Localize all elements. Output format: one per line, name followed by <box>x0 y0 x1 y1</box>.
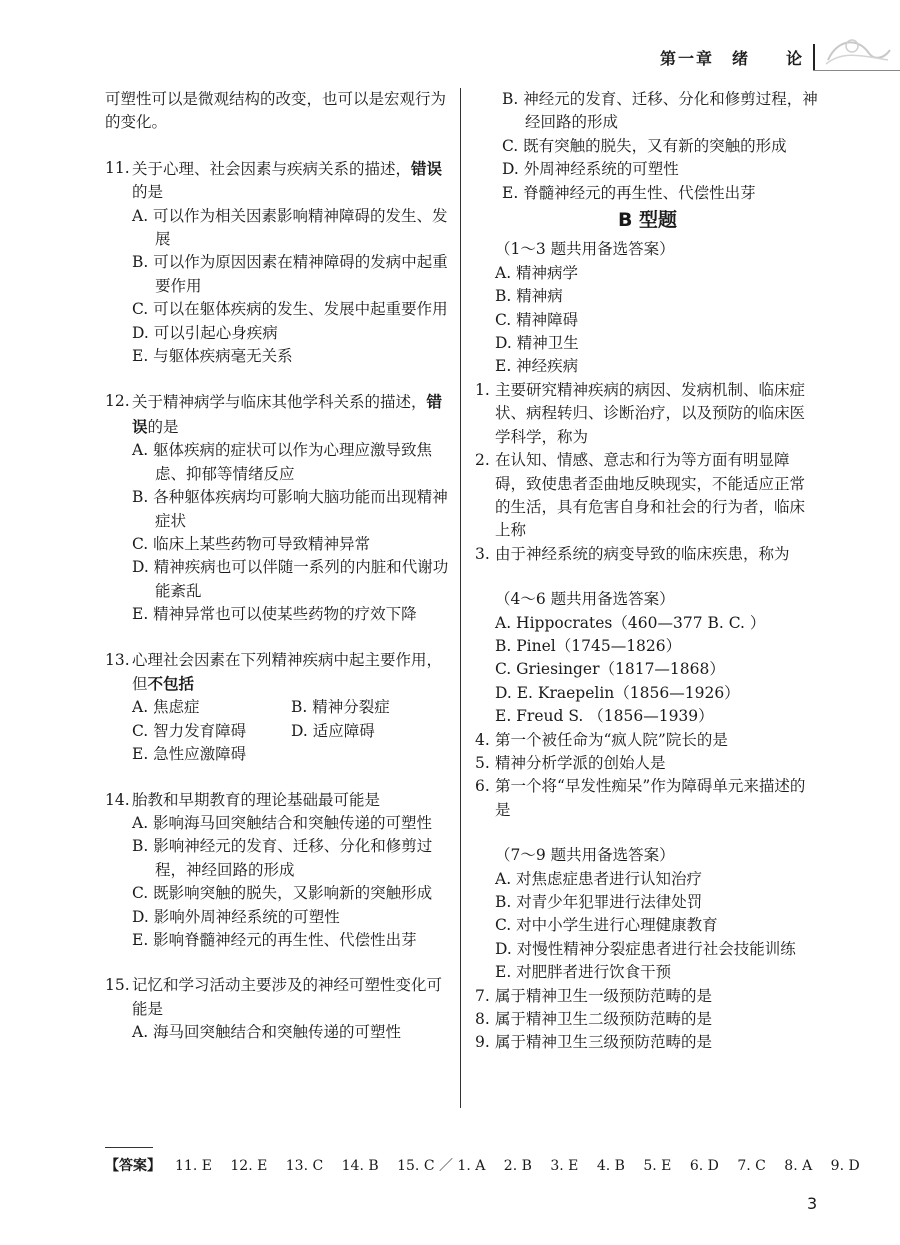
option: D. E. Kraepelin（1856—1926） <box>495 683 740 702</box>
question-text: 属于精神卫生一级预防范畴的是 <box>495 986 713 1005</box>
question-number: 15. <box>105 976 130 995</box>
option: B. 可以作为原因因素在精神障碍的发病中起重要作用 <box>132 253 448 295</box>
option: C. 既影响突触的脱失，又影响新的突触形成 <box>132 884 433 903</box>
option: D. 外周神经系统的可塑性 <box>502 160 679 179</box>
question-b3 <box>475 543 820 566</box>
question-15 <box>105 974 450 1021</box>
question-emphasis: 错误 <box>411 158 443 178</box>
option: C. 智力发育障碍 <box>132 721 247 740</box>
option: A. 海马回突触结合和突触传递的可塑性 <box>132 1023 402 1042</box>
option: A. 对焦虑症患者进行认知治疗 <box>495 869 703 888</box>
question-b8 <box>475 1008 820 1031</box>
question-b4 <box>475 729 820 752</box>
answer-label: 【答案】 <box>105 1158 161 1174</box>
question-b9 <box>475 1031 820 1054</box>
question-stem: 胎教和早期教育的理论基础最可能是 <box>132 790 381 809</box>
answer-key <box>105 1155 860 1175</box>
question-stem: 心理社会因素在下列精神疾病中起主要作用，但 <box>132 650 443 693</box>
question-b5 <box>475 752 820 775</box>
question-number: 9. <box>475 1033 490 1052</box>
option: D. 精神卫生 <box>495 334 579 353</box>
question-number: 3. <box>475 544 490 563</box>
group-note: （1～3 题共用备选答案） <box>495 240 675 259</box>
option: B. 精神分裂症 <box>291 698 390 717</box>
option: A. 焦虑症 <box>132 698 200 717</box>
option: A. 可以作为相关因素影响精神障碍的发生、发展 <box>132 206 448 249</box>
question-text: 第一个将“早发性痴呆”作为障碍单元来描述的是 <box>495 777 806 819</box>
option: B. 对青少年犯罪进行法律处罚 <box>495 893 703 911</box>
header-divider <box>813 44 815 70</box>
option: D. 适应障碍 <box>291 721 375 740</box>
question-stem: 关于心理、社会因素与疾病关系的描述， <box>132 159 412 178</box>
option: C. 可以在躯体疾病的发生、发展中起重要作用 <box>132 300 448 319</box>
option: A. 影响海马回突触结合和突触传递的可塑性 <box>132 813 433 832</box>
question-emphasis: 不包括 <box>147 673 195 693</box>
option: A. 精神病学 <box>495 263 579 282</box>
question-number: 2. <box>475 451 490 470</box>
left-column <box>105 88 450 1045</box>
option: A. Hippocrates（460—377 B. C. ） <box>495 613 766 632</box>
question-b6 <box>475 775 820 822</box>
question-number: 13. <box>105 650 130 669</box>
question-stem: 记忆和学习活动主要涉及的神经可塑性变化可能是 <box>132 976 443 1018</box>
question-b7 <box>475 985 820 1008</box>
question-text: 属于精神卫生三级预防范畴的是 <box>495 1033 713 1052</box>
question-number: 8. <box>475 1010 490 1029</box>
option: D. 可以引起心身疾病 <box>132 323 278 342</box>
option: B. 各种躯体疾病均可影响大脑功能而出现精神症状 <box>132 488 448 530</box>
option: B. 精神病 <box>495 287 563 306</box>
question-11 <box>105 157 450 205</box>
option: B. 影响神经元的发育、迁移、分化和修剪过程，神经回路的形成 <box>132 837 433 879</box>
question-b1 <box>475 379 820 449</box>
option: E. 神经疾病 <box>495 357 579 376</box>
question-tail: 的是 <box>147 417 179 436</box>
question-text: 属于精神卫生二级预防范畴的是 <box>495 1010 713 1029</box>
question-14 <box>105 789 450 812</box>
group-note: （7～9 题共用备选答案） <box>495 846 675 865</box>
option: D. 影响外周神经系统的可塑性 <box>132 907 340 926</box>
question-number: 1. <box>475 380 490 399</box>
question-text: 精神分析学派的创始人是 <box>495 753 666 772</box>
question-number: 4. <box>475 730 490 749</box>
header-rule <box>813 70 900 71</box>
question-tail: 的是 <box>132 183 164 202</box>
question-12 <box>105 390 450 439</box>
option: C. 精神障碍 <box>495 310 579 329</box>
question-text: 由于神经系统的病变导致的临床疾患，称为 <box>495 544 790 563</box>
option: C. 对中小学生进行心理健康教育 <box>495 916 718 935</box>
option: D. 对慢性精神分裂症患者进行社会技能训练 <box>495 939 796 958</box>
question-number: 11. <box>105 158 130 177</box>
question-b2 <box>475 449 820 543</box>
column-divider <box>460 88 461 1108</box>
option: B. Pinel（1745—1826） <box>495 636 682 655</box>
section-title: B 型题 <box>617 209 678 232</box>
option: E. 影响脊髓神经元的再生性、代偿性出芽 <box>132 931 417 949</box>
question-number: 14. <box>105 790 130 809</box>
question-number: 6. <box>475 777 490 796</box>
option: C. 临床上某些药物可导致精神异常 <box>132 534 371 553</box>
answers-rule <box>105 1147 153 1148</box>
right-column <box>475 88 820 1055</box>
question-number: 12. <box>105 392 130 411</box>
publisher-logo-icon <box>818 30 894 70</box>
option: E. 脊髓神经元的再生性、代偿性出芽 <box>502 183 756 202</box>
option: D. 精神疾病也可以伴随一系列的内脏和代谢功能紊乱 <box>132 558 449 600</box>
option: C. 既有突触的脱失，又有新的突触的形成 <box>502 136 787 155</box>
question-text: 在认知、情感、意志和行为等方面有明显障碍，致使患者歪曲地反映现实，不能适应正常的生活，具有危害自身和社会的行为者，临床上称 <box>495 451 806 540</box>
question-stem: 关于精神病学与临床其他学科关系的描述， <box>132 393 427 412</box>
group-note: （4～6 题共用备选答案） <box>495 590 675 609</box>
page-number: 3 <box>807 1194 818 1213</box>
option: A. 躯体疾病的症状可以作为心理应激导致焦虑、抑郁等情绪反应 <box>132 441 433 483</box>
question-text: 主要研究精神疾病的病因、发病机制、临床症状、病程转归、诊断治疗，以及预防的临床医学科学，称为 <box>495 380 806 446</box>
option: B. 神经元的发育、迁移、分化和修剪过程，神经回路的形成 <box>502 90 818 132</box>
question-text: 第一个被任命为“疯人院”院长的是 <box>495 730 728 749</box>
option: E. 与躯体疾病毫无关系 <box>132 347 293 366</box>
question-emphasis: 错误 <box>132 392 443 436</box>
option: E. 急性应激障碍 <box>132 745 247 764</box>
option: E. Freud S. （1856—1939） <box>495 707 714 726</box>
intro-text: 可塑性可以是微观结构的改变，也可以是宏观行为的变化。 <box>105 90 447 132</box>
question-13 <box>105 649 450 697</box>
page-header <box>0 0 900 78</box>
option: E. 精神异常也可以使某些药物的疗效下降 <box>132 605 417 624</box>
question-number: 7. <box>475 986 490 1005</box>
question-number: 5. <box>475 753 490 772</box>
answer-list: 11. E 12. E 13. C 14. B 15. C ／ 1. A 2. B 3. E 4. B 5. E 6. D 7. C 8. A 9. D <box>175 1158 860 1174</box>
option: E. 对肥胖者进行饮食干预 <box>495 963 672 982</box>
option: C. Griesinger（1817—1868） <box>495 660 725 679</box>
chapter-title: 第一章 绪 论 <box>659 49 804 68</box>
